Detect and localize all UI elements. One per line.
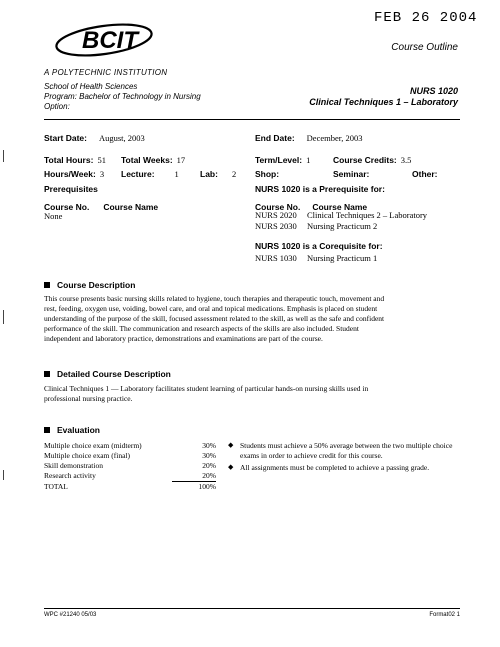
evaluation-table xyxy=(44,441,216,492)
bcit-logo-text: BCIT xyxy=(82,27,138,54)
evaluation-item: Skill demonstration xyxy=(44,461,103,470)
prerequisites-value: None xyxy=(44,211,63,221)
option-line: Option: xyxy=(44,102,70,111)
is-prereq-col-course-no: Course No. xyxy=(255,202,301,212)
seminar-label: Seminar: xyxy=(333,169,370,179)
lecture-value: 1 xyxy=(174,169,179,179)
course-description-text xyxy=(44,294,456,344)
diamond-bullet-icon: ◆ xyxy=(228,463,234,471)
course-heading xyxy=(309,86,458,108)
shop-hours xyxy=(255,164,279,182)
header-divider xyxy=(44,119,460,120)
evaluation-item: Multiple choice exam (final) xyxy=(44,451,131,460)
detailed-description-title: Detailed Course Description xyxy=(57,369,171,379)
evaluation-notes xyxy=(228,441,460,476)
evaluation-heading xyxy=(44,425,100,435)
evaluation-total-weight: 100% xyxy=(198,482,216,491)
scan-mark xyxy=(3,310,4,324)
evaluation-total-label: TOTAL xyxy=(44,481,68,491)
table-row xyxy=(44,482,216,493)
corequisite-item xyxy=(255,253,377,263)
total-hours-value: 51 xyxy=(97,155,106,165)
shop-label: Shop: xyxy=(255,169,280,179)
footer-divider xyxy=(44,608,460,609)
paragraph-line: This course presents basic nursing skills related to hygiene, touch therapies and therapeutic touch, movement and xyxy=(44,294,385,303)
hours-per-week-label: Hours/Week: xyxy=(44,169,96,179)
seminar-hours xyxy=(333,164,369,182)
scan-mark xyxy=(3,470,4,480)
footer-page-info: Format02 1 xyxy=(429,612,460,618)
evaluation-weight: 30% xyxy=(202,441,216,450)
end-date-label: End Date: xyxy=(255,133,295,143)
start-date-label: Start Date: xyxy=(44,133,87,143)
evaluation-title: Evaluation xyxy=(57,425,100,435)
note-text: All assignments must be completed to achieve a passing grade. xyxy=(240,463,430,472)
diamond-bullet-icon: ◆ xyxy=(228,441,234,449)
table-row xyxy=(44,441,216,451)
hours-per-week xyxy=(44,164,104,182)
square-bullet-icon xyxy=(44,282,50,288)
total-hours-label: Total Hours: xyxy=(44,155,94,165)
term-level-value: 1 xyxy=(306,155,311,165)
prereq-col-course-name: Course Name xyxy=(103,202,159,212)
evaluation-item: Research activity xyxy=(44,471,96,481)
square-bullet-icon xyxy=(44,371,50,377)
is-prerequisite-list xyxy=(255,210,427,232)
course-number: NURS 2030 xyxy=(255,221,297,231)
end-date xyxy=(255,128,363,146)
prerequisites-heading: Prerequisites xyxy=(44,184,98,194)
table-row xyxy=(44,451,216,461)
program-name: Program: Bachelor of Technology in Nursing xyxy=(44,92,201,101)
institution-tagline: A POLYTECHNIC INSTITUTION xyxy=(44,68,168,77)
list-item xyxy=(228,463,460,473)
note-text: Students must achieve a 50% average between the two multiple choice exams in order to achieve credit for this course. xyxy=(240,441,453,460)
paragraph-line: rest, feeding, oxygen use, voiding, bowel care, and oral and topical medications. Emphasis is placed on student xyxy=(44,304,378,313)
document-type: Course Outline xyxy=(391,42,458,53)
footer-document-id: WPC #21240 05/03 xyxy=(44,612,97,618)
square-bullet-icon xyxy=(44,427,50,433)
hours-per-week-value: 3 xyxy=(99,169,105,179)
end-date-value: December, 2003 xyxy=(306,133,363,143)
evaluation-weight: 20% xyxy=(172,471,216,482)
total-weeks-value: 17 xyxy=(176,155,186,165)
evaluation-item: Multiple choice exam (midterm) xyxy=(44,441,142,450)
course-description-heading xyxy=(44,280,135,290)
list-item xyxy=(228,441,460,460)
course-number: NURS 1030 xyxy=(255,253,297,263)
other-hours xyxy=(412,164,438,182)
total-weeks-label: Total Weeks: xyxy=(121,155,173,165)
table-row xyxy=(44,461,216,471)
paragraph-line: Clinical Techniques 1 — Laboratory facilitates student learning of particular hands-on nursing skills used in xyxy=(44,384,369,393)
lecture-hours xyxy=(121,164,179,182)
bcit-logo-swoosh-icon xyxy=(52,20,162,68)
school-info xyxy=(44,82,201,112)
course-credits-value: 3.5 xyxy=(400,155,412,165)
is-prereq-col-course-name: Course Name xyxy=(312,202,368,212)
term-level-label: Term/Level: xyxy=(255,155,303,165)
is-prerequisite-heading: NURS 1020 is a Prerequisite for: xyxy=(255,184,385,194)
course-credits-label: Course Credits: xyxy=(333,155,397,165)
course-number: NURS 2020 xyxy=(255,210,297,220)
start-date-value: August, 2003 xyxy=(98,133,145,143)
evaluation-weight: 30% xyxy=(202,451,216,460)
scan-mark xyxy=(3,150,4,162)
lab-label: Lab: xyxy=(200,169,218,179)
lecture-label: Lecture: xyxy=(121,169,155,179)
course-name: Nursing Practicum 1 xyxy=(306,253,378,263)
prereq-col-course-no: Course No. xyxy=(44,202,90,212)
course-code: NURS 1020 xyxy=(409,86,458,96)
start-date xyxy=(44,128,145,146)
lab-hours xyxy=(200,164,236,182)
table-row xyxy=(44,471,216,482)
bcit-logo xyxy=(52,20,162,68)
lab-value: 2 xyxy=(231,169,237,179)
paragraph-line: performance of the skill. The communication and research aspects of the skills are also included. Student xyxy=(44,324,359,333)
evaluation-weight: 20% xyxy=(202,461,216,470)
list-item xyxy=(255,221,427,232)
corequisite-heading: NURS 1020 is a Corequisite for: xyxy=(255,241,383,251)
course-description-title: Course Description xyxy=(57,280,136,290)
detailed-description-text xyxy=(44,384,456,404)
paragraph-line: professional nursing practice. xyxy=(44,394,133,403)
course-name: Clinical Techniques 2 – Laboratory xyxy=(306,210,428,220)
list-item xyxy=(255,210,427,221)
school-name: School of Health Sciences xyxy=(44,82,138,91)
paragraph-line: independent and laboratory practice, demonstrations and examinations are part of the course. xyxy=(44,334,323,343)
detailed-description-heading xyxy=(44,369,171,379)
other-label: Other: xyxy=(412,169,438,179)
course-title: Clinical Techniques 1 – Laboratory xyxy=(309,97,458,107)
received-date-stamp: FEB 26 2004 xyxy=(374,10,478,26)
paragraph-line: understanding of the purpose of the skill, focused assessment related to the skill, as well as the safe and confident xyxy=(44,314,385,323)
course-name: Nursing Practicum 2 xyxy=(306,221,378,231)
